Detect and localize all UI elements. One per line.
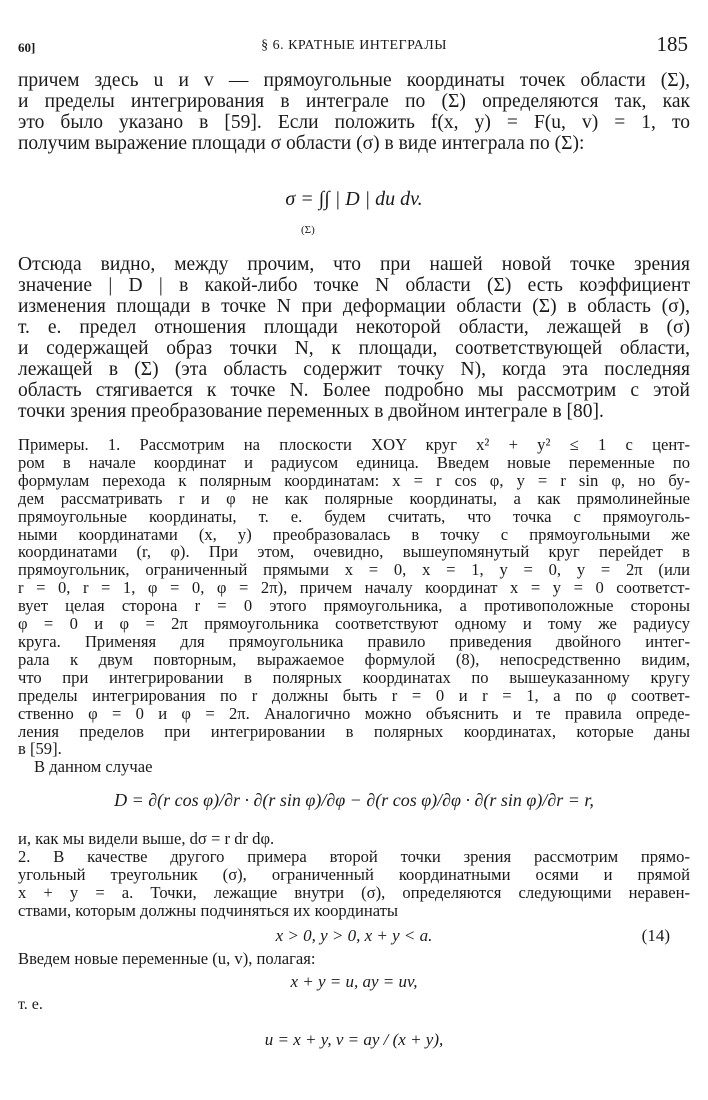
- example-1: [18, 436, 690, 776]
- equation-number: (14): [641, 925, 670, 945]
- formula-main: D = ∂(r cos φ)/∂r · ∂(r sin φ)/∂φ − ∂(r cos φ)/∂φ · ∂(r sin φ)/∂r = r,: [114, 790, 594, 811]
- text-line: прямоугольник, ограниченный прямыми x = 0, x = 1, y = 0, y = 2π (или: [18, 560, 690, 580]
- formula-main: x > 0, y > 0, x + y < a.: [275, 925, 433, 945]
- document-page: [18, 28, 690, 1066]
- new-variables-intro: [18, 950, 690, 968]
- text-line: x + y = a. Точки, лежащие внутри (σ), определяются следующими неравен-: [18, 882, 690, 902]
- area-integral-formula: [18, 154, 690, 254]
- chapter-title: § 6. КРАТНЫЕ ИНТЕГРАЛЫ: [261, 38, 447, 53]
- text-line: и содержащей образ точки N, к площади, соответствующей области,: [18, 338, 690, 359]
- text-line: круга. Применяя для прямоугольника правило приведения двойного интег-: [18, 631, 690, 651]
- text-line: угольный треугольник (σ), ограниченный координатными осями и прямой: [18, 865, 690, 885]
- te-line: [18, 994, 690, 1016]
- formula-main: x + y = u, ay = uv,: [290, 971, 418, 991]
- text-line: формулам перехода к полярным координатам: x = r cos φ, y = r sin φ, но бу-: [18, 470, 690, 490]
- text-line: область стягивается к точке N. Более подробно мы рассмотрим с этой: [18, 380, 690, 401]
- text-line: пределы интегрирования по r должны быть r = 0 и r = 1, а по φ соответ-: [18, 685, 690, 705]
- paragraph-intro: [18, 70, 690, 154]
- text-line: значение | D | в какой-либо точке N области (Σ) есть коэффициент: [18, 275, 690, 296]
- text-line: и, как мы видели выше, dσ = r dr dφ.: [18, 829, 275, 849]
- jacobian-formula: [18, 776, 690, 830]
- text-line: изменения площади в точке N при деформации области (Σ) в область (σ),: [18, 296, 690, 317]
- text-line: и пределы интегрирования в интеграле по (Σ) определяются так, как: [18, 91, 690, 112]
- formula-main: u = x + y, v = ay / (x + y),: [264, 1029, 444, 1049]
- text-line: r = 0, r = 1, φ = 0, φ = 2π), причем началу координат x = y = 0 соответст-: [18, 578, 690, 598]
- text-line: φ = 0 и φ = 2π прямоугольника соответствуют одному и тому же радиусу: [18, 614, 690, 634]
- text-line: лежащей в (Σ) (эта область содержит точку N), когда эта последняя: [18, 359, 690, 380]
- example-2: [18, 830, 690, 920]
- text-line: ром в начале координат и радиусом единица. Введем новые переменные по: [18, 452, 690, 472]
- text-line: т. е.: [18, 995, 43, 1013]
- text-line: ствами, которым должны подчиняться их координаты: [18, 900, 399, 920]
- section-reference: 60]: [18, 40, 36, 55]
- formula-main: σ = ∫∫ | D | du dv.: [285, 188, 423, 210]
- text-line: точки зрения преобразование переменных в двойном интеграле в [80].: [18, 401, 604, 422]
- text-line: прямоугольные координаты, т. е. будем считать, что точка с прямоуголь-: [18, 506, 690, 526]
- running-header: [18, 28, 690, 58]
- text-line: координатами (r, φ). При этом, очевидно, вышеупомянутый круг перейдет в: [18, 542, 690, 562]
- text-line: В данном случае: [34, 757, 153, 777]
- formula-subscript: (Σ): [301, 224, 315, 236]
- text-line: Введем новые переменные (u, v), полагая:: [18, 948, 316, 968]
- inequalities-formula: [18, 920, 690, 950]
- text-line: ления пределов при интегрировании в полярных координатах, которые даны: [18, 721, 690, 741]
- text-line: в [59].: [18, 739, 62, 759]
- paragraph-interpretation: [18, 254, 690, 422]
- text-line: Отсюда видно, между прочим, что при нашей новой точке зрения: [18, 254, 690, 275]
- text-line: что при интегрировании в полярных координатах по вышеуказанному кругу: [18, 667, 690, 687]
- text-line: дем рассматривать r и φ не как полярные координаты, а как прямолинейные: [18, 488, 690, 508]
- text-line: ными координатами (x, y) преобразовалась в точку с прямоугольными же: [18, 524, 690, 544]
- substitution-formula: [18, 968, 690, 994]
- text-line: рала к двум повторным, выражаемое формулой (8), непосредственно видим,: [18, 649, 690, 669]
- text-line: т. е. предел отношения площади некоторой области, лежащей в (σ): [18, 317, 690, 338]
- text-line: Примеры. 1. Рассмотрим на плоскости XOY круг x² + y² ≤ 1 с цент-: [18, 435, 690, 454]
- inverse-substitution-formula: [18, 1016, 690, 1066]
- text-line: ственно φ = 0 и φ = 2π. Аналогично можно объяснить и те правила опреде-: [18, 703, 690, 723]
- text-line: получим выражение площади σ области (σ) в виде интеграла по (Σ):: [18, 133, 585, 154]
- text-line: это было указано в [59]. Если положить f(x, y) = F(u, v) = 1, то: [18, 112, 690, 133]
- text-line: причем здесь u и v — прямоугольные координаты точек области (Σ),: [18, 70, 690, 91]
- text-line: вует целая сторона r = 0 этого прямоугольника, а противоположные стороны: [18, 596, 690, 616]
- page-number: 185: [656, 32, 688, 56]
- text-line: 2. В качестве другого примера второй точки зрения рассмотрим прямо-: [18, 847, 690, 867]
